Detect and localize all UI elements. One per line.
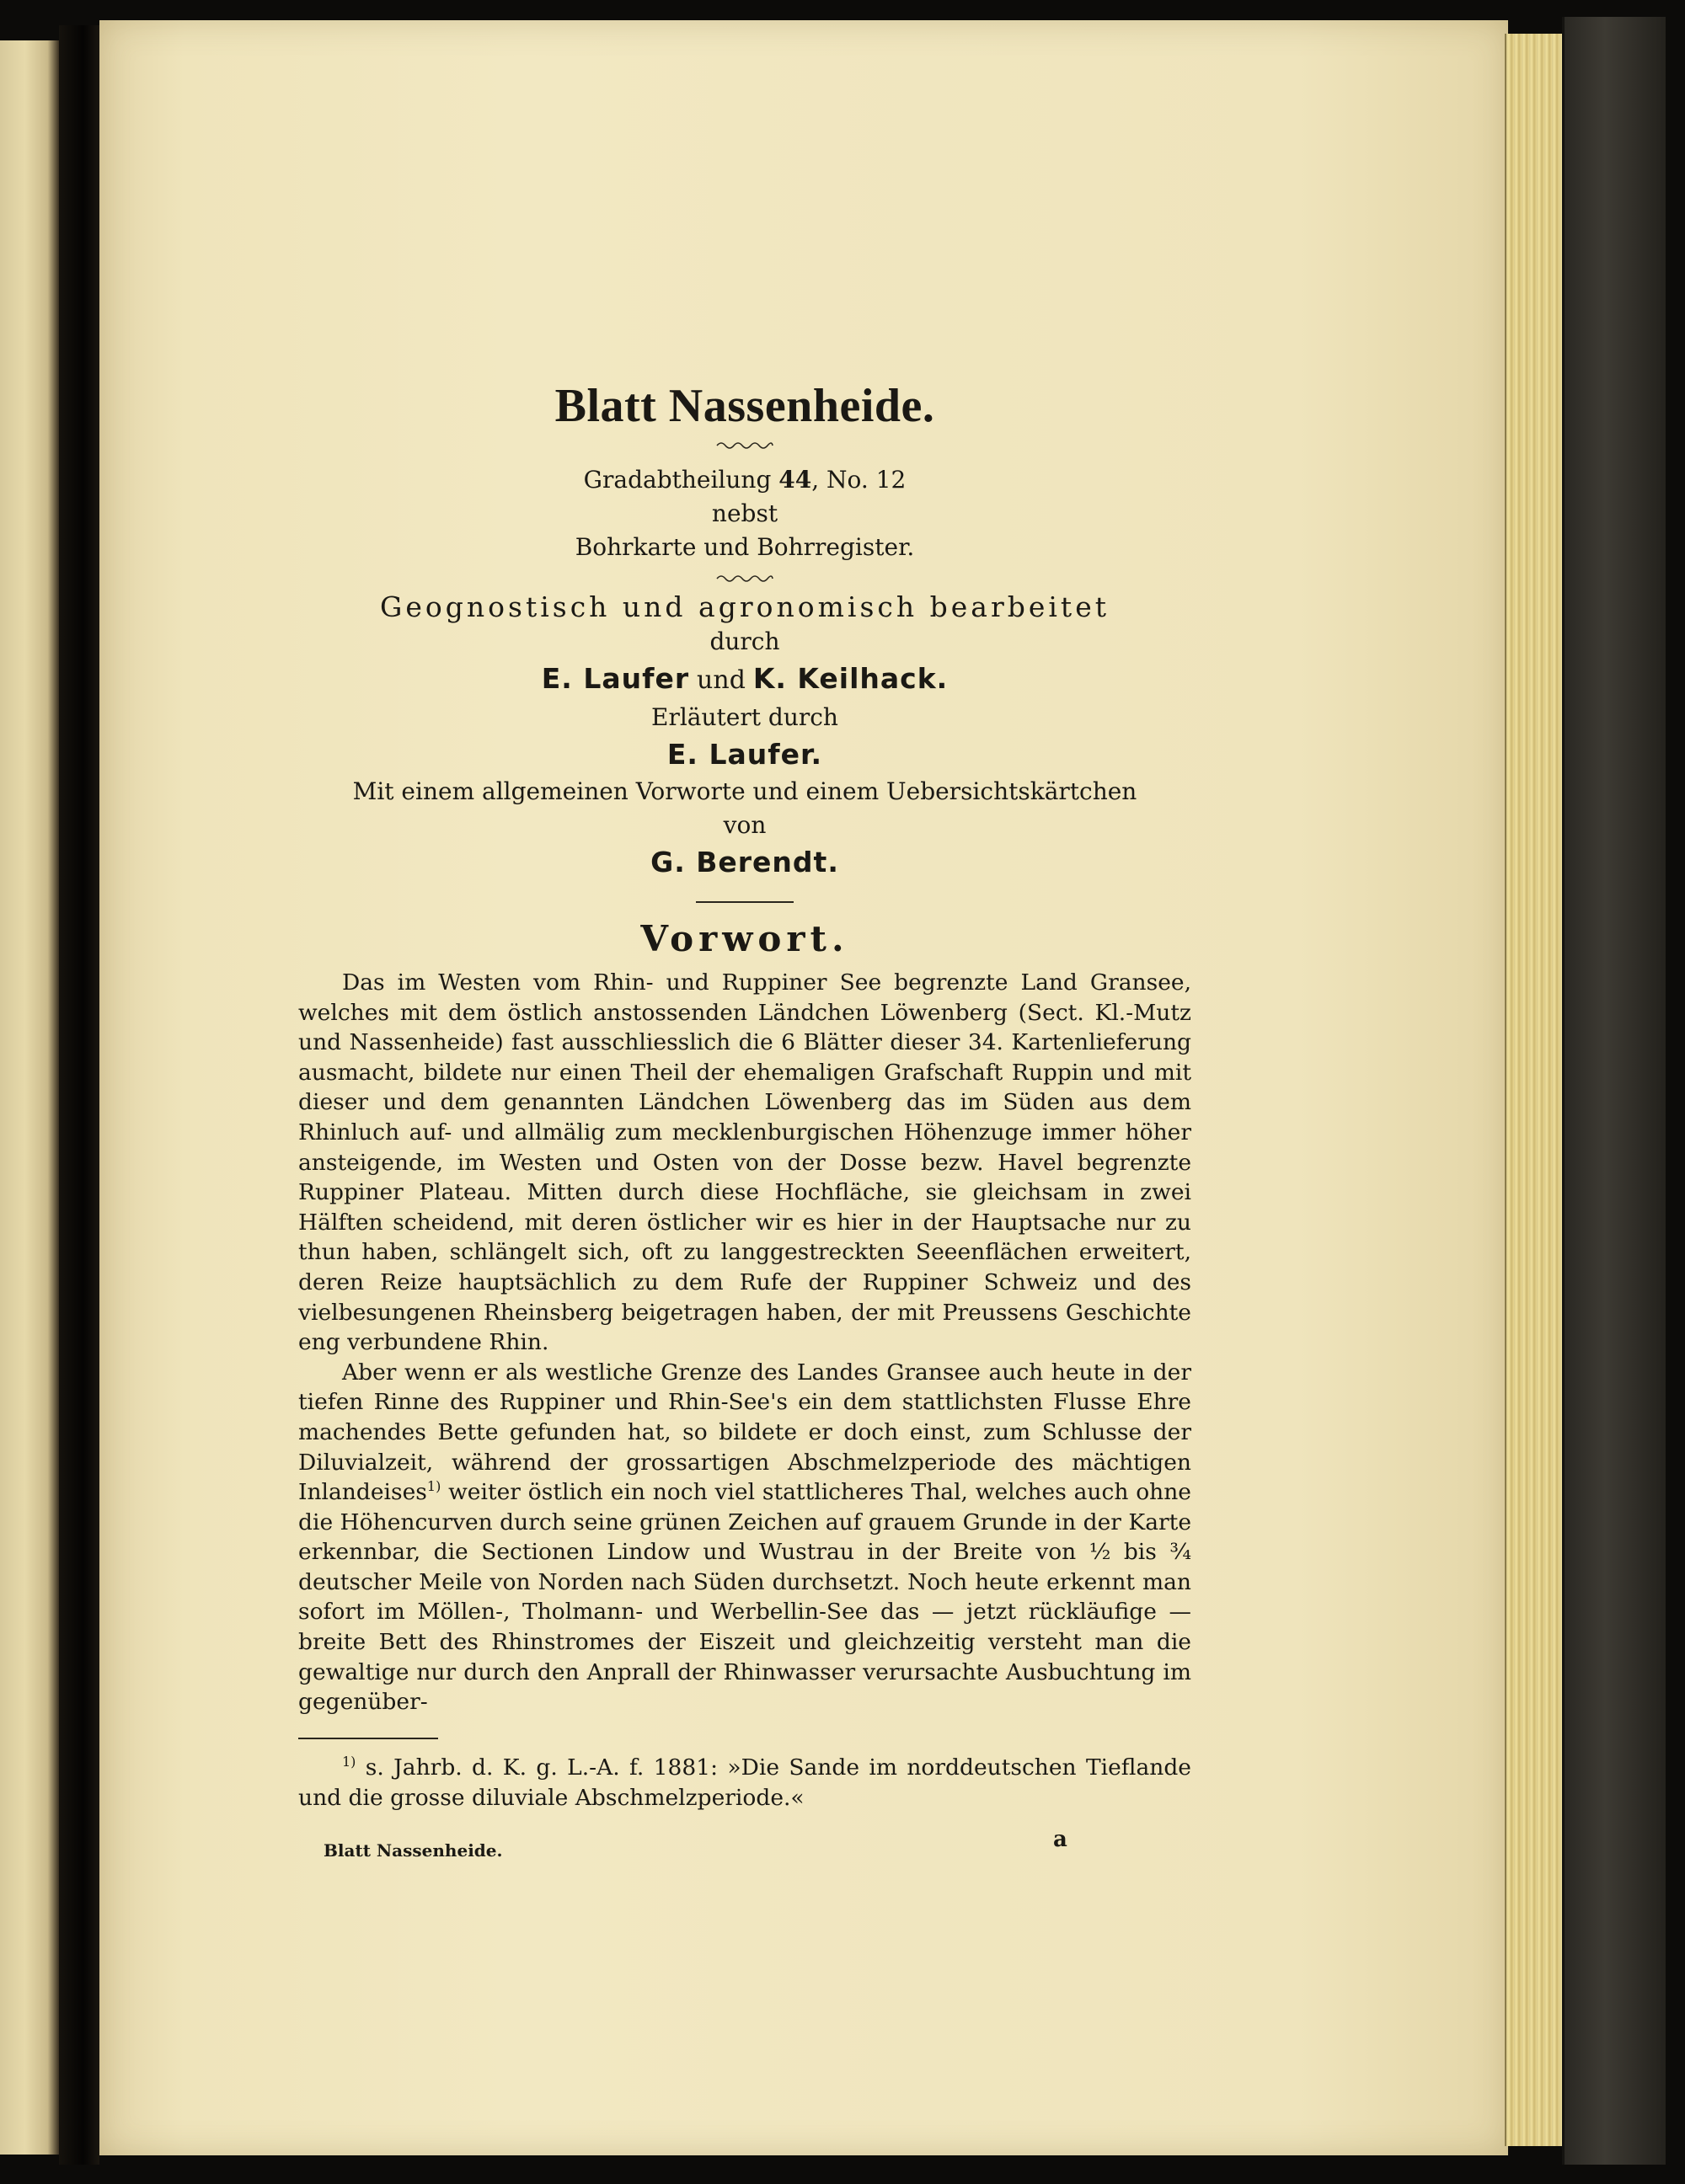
paragraph-2-part-b: weiter östlich ein noch viel stattlicheres Thal, welches auch ohne die Höhencurven durch seine grünen Zeichen auf grauem Grunde in der Karte erkennbar, die Sectionen Lindow und Wustrau in der Breite von ½ bis ¾ deutscher Meile von Norden nach Süden durchsetzt. Noch heute erkennt man sofort im Möllen-, Tholmann- und Werbellin-See das — jetzt rückläufige — breite Bett des Rhinstromes der Eiszeit und gleichzeitig versteht man die gewaltige nur durch den Anprall der Rhinwasser verursachte Ausbuchtung im gegenüber- bbox=[298, 1479, 1191, 1716]
bohrkarte-line: Bohrkarte und Bohrregister. bbox=[575, 533, 915, 561]
nebst-line: nebst bbox=[711, 499, 778, 527]
author-berendt: G. Berendt. bbox=[650, 846, 839, 878]
book-cover bbox=[1562, 17, 1666, 2165]
signature-mark: a bbox=[1053, 1826, 1067, 1852]
vorwort-credit-line: Mit einem allgemeinen Vorworte und einem Uebersichtskärtchen bbox=[352, 777, 1137, 805]
footnote bbox=[298, 1753, 1191, 1813]
grad-line bbox=[298, 463, 1191, 497]
paragraph-1: Das im Westen vom Rhin- und Ruppiner See begrenzte Land Gransee, welches mit dem östlich anstossenden Ländchen Löwenberg (Sect. Kl.-Mutz und Nassenheide) fast ausschliesslich die 6 Blätter dieser 34. Kartenlieferung ausmacht, bildete nur einen Theil der ehemaligen Grafschaft Ruppin und mit dieser und dem genannten Ländchen Löwenberg das im Süden aus dem Rhinluch auf- und allmälig zum mecklenburgischen Höhenzuge immer höher ansteigende, im Westen und Osten von der Dosse bezw. Havel begrenzte Ruppiner Plateau. Mitten durch diese Hochfläche, sie gleichsam in zwei Hälften scheidend, mit deren östlicher wir es hier in der Hauptsache nur zu thun haben, schlängelt sich, oft zu langgestreckten Seeenflächen erweitert, deren Reize hauptsächlich zu dem Rufe der Ruppiner Schweiz und des vielbesungenen Rheinsberg beigetragen haben, der mit Preussens Geschichte eng verbundene Rhin. bbox=[298, 969, 1191, 1356]
page-stack-edge bbox=[1505, 34, 1564, 2146]
bearbeitet-line: Geognostisch und agronomisch bearbeitet bbox=[380, 590, 1110, 623]
page-content bbox=[298, 379, 1191, 1866]
page-title: Blatt Nassenheide. bbox=[554, 380, 935, 432]
explainer-laufer: E. Laufer. bbox=[666, 738, 823, 771]
paragraph-2 bbox=[298, 1358, 1191, 1717]
ornament-squiggle-icon bbox=[715, 573, 774, 585]
facing-page-edge bbox=[0, 40, 59, 2155]
running-footer: Blatt Nassenheide. bbox=[324, 1840, 503, 1861]
page-footer bbox=[298, 1826, 1191, 1866]
grad-number: 44 bbox=[778, 466, 812, 494]
durch-line: durch bbox=[709, 627, 780, 655]
author-laufer: E. Laufer bbox=[541, 662, 690, 695]
footnote-marker: 1) bbox=[342, 1753, 356, 1770]
author-keilhack: K. Keilhack. bbox=[752, 662, 949, 695]
authors-line bbox=[298, 659, 1191, 701]
book-spine bbox=[59, 25, 99, 2165]
erlaeutert-line: Erläutert durch bbox=[651, 703, 838, 731]
footnote-text: s. Jahrb. d. K. g. L.-A. f. 1881: »Die Sande im norddeutschen Tieflande und die grosse diluviale Abschmelzperiode.« bbox=[298, 1754, 1191, 1811]
ornament-squiggle-icon bbox=[715, 440, 774, 451]
footnote-rule bbox=[298, 1738, 438, 1739]
section-heading: Vorwort. bbox=[640, 918, 849, 959]
footnote-reference: 1) bbox=[426, 1478, 441, 1495]
paragraph-2-part-a: Aber wenn er als westliche Grenze des Landes Gransee auch heute in der tiefen Rinne des Ruppiner und Rhin-See's ein dem stattlichsten Flusse Ehre machendes Bette gefunden hat, so bildete er doch einst, zum Schlusse der Diluvialzeit, während der grossartigen Abschmelzperiode des mächtigen Inlandeises bbox=[298, 1359, 1191, 1506]
grad-suffix: , No. 12 bbox=[811, 466, 907, 494]
von-line: von bbox=[723, 811, 767, 839]
authors-conjunction: und bbox=[697, 665, 746, 695]
grad-label: Gradabtheilung bbox=[583, 466, 772, 494]
divider-rule bbox=[696, 901, 794, 903]
